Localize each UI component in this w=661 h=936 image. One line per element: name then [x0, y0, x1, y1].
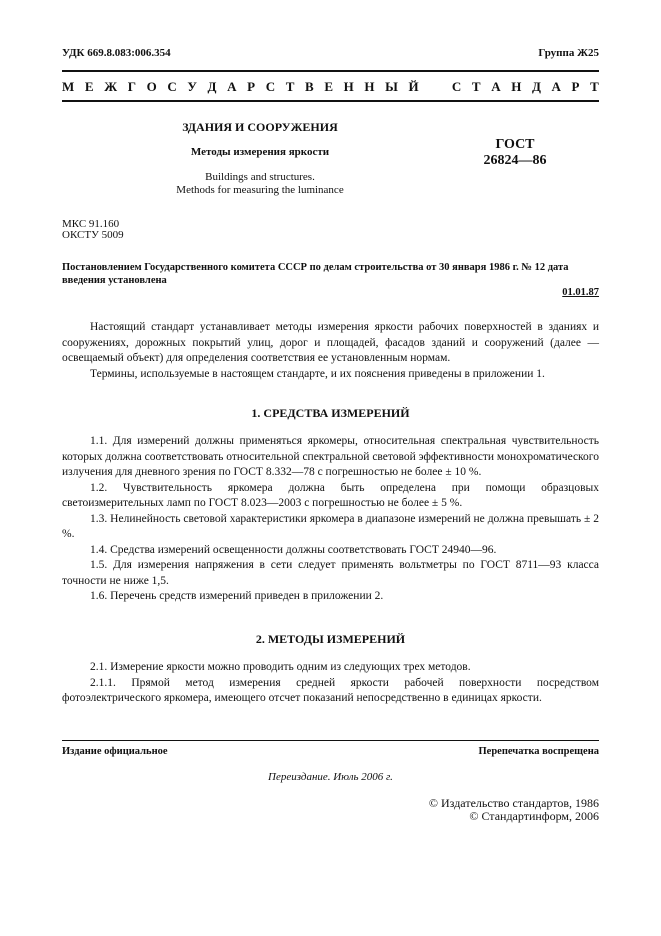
banner-letter: О: [146, 79, 157, 94]
banner-letter: С: [265, 79, 276, 94]
banner-letter: Д: [531, 79, 541, 94]
clause-1-6: 1.6. Перечень средств измерений приведен в приложении 2.: [90, 590, 384, 602]
clause-1-2: 1.2. Чувствительность яркомера должна быть определена при помощи образцовых светоизмерительных ламп по ГОСТ 8.023—2003 с погрешностью не более ± 5 %.: [62, 481, 599, 509]
gost-label: ГОСТ: [495, 137, 535, 152]
okstu-code: ОКСТУ 5009: [62, 229, 124, 241]
banner-letter: Д: [207, 79, 217, 94]
copyright-standartinform: © Стандартинформ, 2006: [469, 809, 599, 823]
clause-1-1: 1.1. Для измерений должны применяться яркомеры, относительная спектральная чувствительность которых должна соответствовать относительной спектральной световой эффективности монохроматического излучения для дневного зрения по ГОСТ 8.332—78 с погрешностью не более ± 10 %.: [62, 435, 599, 478]
effective-date: 01.01.87: [562, 287, 599, 298]
banner-letter: Ы: [385, 79, 398, 94]
banner-letter: Н: [343, 79, 354, 94]
clause-1-4: 1.4. Средства измерений освещенности должны соответствовать ГОСТ 24940—96.: [90, 543, 497, 556]
banner-letter: А: [227, 79, 237, 94]
document-subtitle: Методы измерения яркости: [190, 146, 330, 158]
clause-2-1: 2.1. Измерение яркости можно проводить одним из следующих трех методов.: [90, 661, 471, 673]
group-code: Группа Ж25: [538, 47, 599, 59]
banner-letter: У: [187, 79, 197, 94]
reprint-prohibited-label: Перепечатка воспрещена: [478, 746, 599, 757]
intro-block: [62, 320, 599, 382]
clause-1-5: 1.5. Для измерения напряжения в сети следует применять вольтметры по ГОСТ 8711—93 класса точности не ниже 1,5.: [62, 559, 599, 587]
banner-letter: Т: [590, 79, 599, 94]
document-title: ЗДАНИЯ И СООРУЖЕНИЯ: [182, 120, 338, 134]
banner-letter: Е: [324, 79, 333, 94]
mks-code: МКС 91.160: [62, 218, 120, 230]
clause-1-3: 1.3. Нелинейность световой характеристики яркомера в диапазоне измерений не должна превышать ± 2 %.: [62, 512, 599, 540]
top-rule: [62, 70, 599, 72]
banner-letter: Н: [511, 79, 522, 94]
banner-letter: Р: [247, 79, 256, 94]
english-title-line2: Methods for measuring the luminance: [176, 184, 344, 196]
intro-paragraph: Термины, используемые в настоящем стандарте, и их пояснения приведены в приложении 1.: [90, 367, 545, 380]
gost-number: 26824—86: [483, 153, 547, 168]
banner-bottom-rule: [62, 100, 599, 102]
copyright-publisher: © Издательство стандартов, 1986: [428, 796, 599, 810]
banner-letter: Ж: [104, 79, 118, 94]
decree-text: Постановлением Государственного комитета СССР по делам строительства от 30 января 1986 г. № 12 дата введения установлена: [62, 262, 569, 286]
footer-rule: [62, 740, 599, 741]
section-1-heading: 1. СРЕДСТВА ИЗМЕРЕНИЙ: [251, 406, 410, 420]
section-2-heading: 2. МЕТОДЫ ИЗМЕРЕНИЙ: [255, 632, 406, 646]
banner-letter: Р: [571, 79, 580, 94]
section-2-body: [62, 660, 599, 707]
banner-gap: [429, 79, 441, 95]
banner-letter: Е: [84, 79, 94, 94]
banner-letter: А: [551, 79, 561, 94]
banner-letter: Т: [471, 79, 481, 94]
banner-letter: А: [491, 79, 501, 94]
english-title-line1: Buildings and structures.: [205, 171, 315, 183]
reissue-note: Переиздание. Июль 2006 г.: [268, 771, 393, 783]
intro-paragraph: Настоящий стандарт устанавливает методы измерения яркости рабочих поверхностей в зданиях и сооружениях, дорожных покрытий улиц, дорог и площадей, фасадов зданий и сооружений (далее — освещаемый объект) для определения соответствия ее установленным нормам.: [62, 321, 599, 364]
banner-letter: В: [305, 79, 314, 94]
official-edition-label: Издание официальное: [62, 746, 168, 757]
banner-letter: Н: [364, 79, 375, 94]
banner-letter: Т: [285, 79, 295, 94]
banner-letter: М: [62, 79, 75, 94]
banner-letter: Й: [408, 79, 419, 94]
udk-code: УДК 669.8.083:006.354: [62, 47, 171, 59]
banner-letter: Г: [127, 79, 136, 94]
clause-2-1-1: 2.1.1. Прямой метод измерения средней яркости рабочей поверхности посредством фотоэлектрического яркомера, имеющего отсчет показаний непосредственно в единицах яркости.: [62, 676, 599, 704]
banner-letter: С: [451, 79, 462, 94]
section-1-body: [62, 434, 599, 605]
interstate-standard-banner: [62, 79, 599, 95]
banner-letter: С: [167, 79, 177, 94]
